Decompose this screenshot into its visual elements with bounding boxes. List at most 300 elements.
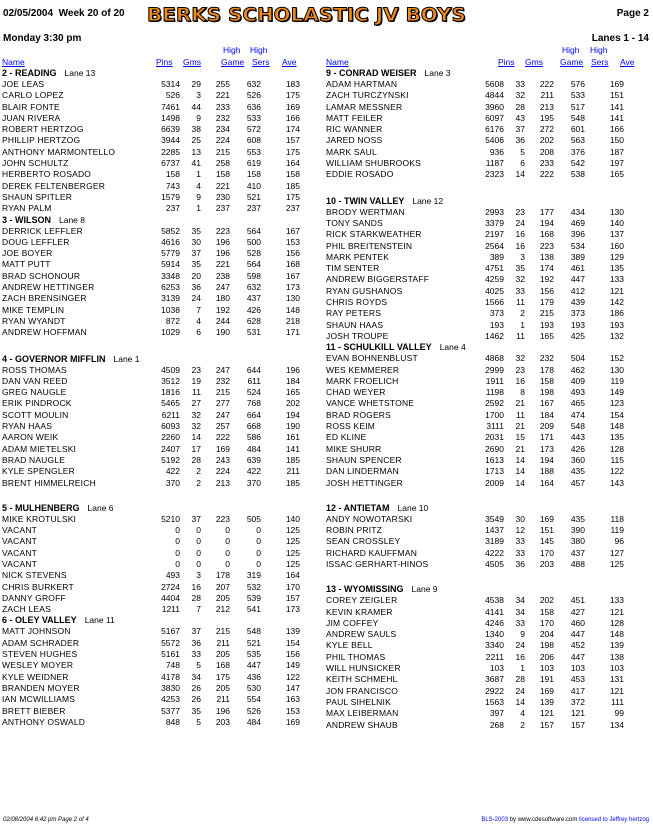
table-row	[2, 365, 322, 376]
pins-value: 373	[489, 308, 504, 319]
table-row	[2, 248, 322, 259]
high-game-value: 212	[215, 604, 230, 615]
pins-value: 2592	[485, 398, 504, 409]
games-value: 23	[191, 364, 201, 375]
games-value: 14	[191, 432, 201, 443]
high-series-value: 534	[570, 240, 585, 251]
team-title: 5 - MULHENBERG	[2, 502, 80, 513]
average-value: 143	[609, 477, 624, 488]
games-value: 33	[515, 536, 525, 547]
high-game-value: 207	[215, 581, 230, 592]
average-value: 196	[285, 364, 300, 375]
average-value: 169	[609, 79, 624, 89]
high-series-value: 535	[246, 649, 261, 660]
games-value: 34	[515, 595, 525, 606]
pins-value: 5210	[161, 513, 180, 524]
table-row	[2, 638, 322, 649]
team-block	[326, 342, 646, 489]
high-game-value: 243	[215, 454, 230, 465]
table-row	[2, 293, 322, 304]
average-value: 149	[609, 387, 624, 398]
average-value: 167	[285, 225, 300, 236]
team-title: 11 - SCHULKILL VALLEY	[326, 342, 432, 353]
games-value: 14	[515, 454, 525, 465]
bowler-name: ROBERT HERTZOG	[2, 124, 84, 135]
bowler-name: PHILLIP HERTZOG	[2, 135, 81, 146]
average-value: 218	[285, 315, 300, 326]
pins-value: 4404	[161, 592, 180, 603]
table-row	[326, 387, 646, 398]
average-value: 157	[285, 592, 300, 603]
average-value: 165	[609, 169, 624, 180]
average-value: 125	[285, 558, 300, 569]
high-game-value: 0	[225, 536, 230, 547]
games-value: 11	[516, 330, 525, 341]
bowler-name: RIC WANNER	[326, 124, 383, 135]
average-value: 169	[285, 716, 300, 727]
high-game-value: 205	[215, 682, 230, 693]
table-row	[326, 478, 646, 489]
pins-value: 1579	[161, 191, 180, 202]
table-row	[326, 286, 646, 297]
bowler-name: JARED NOSS	[326, 135, 383, 146]
table-row	[2, 79, 322, 90]
average-value: 128	[609, 443, 624, 454]
table-row	[326, 514, 646, 525]
average-value: 140	[285, 513, 300, 524]
high-series-value: 564	[246, 225, 261, 236]
games-value: 7	[196, 604, 201, 615]
left-team-list	[2, 68, 322, 728]
bowler-name: VACANT	[2, 558, 38, 569]
bowler-name: JOE LEAS	[2, 79, 45, 89]
table-row	[2, 706, 322, 717]
average-value: 119	[610, 525, 624, 536]
high-game-value: 173	[539, 443, 554, 454]
team-block	[326, 584, 646, 731]
team-block	[2, 354, 322, 489]
high-series-value: 447	[246, 660, 261, 671]
pins-value: 1211	[161, 604, 180, 615]
bowler-name: CHRIS ROYDS	[326, 297, 388, 308]
high-series-value: 319	[246, 570, 261, 581]
pins-value: 936	[489, 146, 504, 157]
pins-value: 237	[165, 203, 180, 214]
games-value: 33	[515, 285, 525, 296]
high-series-value: 426	[246, 304, 261, 315]
high-series-value: 639	[246, 454, 261, 465]
table-row	[2, 570, 322, 581]
average-value: 119	[610, 375, 624, 386]
average-value: 165	[285, 387, 300, 398]
average-value: 156	[285, 649, 300, 660]
pins-value: 4844	[485, 90, 504, 101]
average-value: 121	[609, 285, 624, 296]
pins-value: 2999	[485, 364, 504, 375]
high-series-value: 425	[570, 330, 585, 341]
bowler-name: HERBERTO ROSADO	[2, 169, 92, 180]
bowler-name: MATT JOHNSON	[2, 626, 71, 637]
bowler-name: KYLE BELL	[326, 640, 373, 651]
bowler-name: RAY PETERS	[326, 308, 382, 319]
team-header	[2, 503, 322, 514]
table-row	[326, 432, 646, 443]
bowler-name: WESLEY MOYER	[2, 660, 74, 671]
high-series-value: 422	[246, 466, 261, 477]
pins-value: 1700	[485, 409, 504, 420]
high-series-value: 410	[246, 180, 261, 191]
games-value: 2	[520, 308, 525, 319]
games-value: 27	[191, 398, 201, 409]
high-series-value: 453	[570, 674, 585, 685]
footer-license	[481, 817, 649, 823]
high-game-value: 215	[215, 146, 230, 157]
table-row	[2, 203, 322, 214]
team-header	[2, 615, 322, 626]
bowler-name: MIKE SHURR	[326, 443, 382, 454]
average-value: 211	[286, 466, 300, 477]
pins-value: 268	[489, 719, 504, 730]
high-series-value: 0	[256, 536, 261, 547]
pins-value: 103	[489, 663, 504, 674]
high-series-value: 412	[570, 285, 585, 296]
high-series-value: 632	[246, 79, 261, 89]
games-value: 11	[516, 297, 525, 308]
right-team-list	[326, 68, 646, 731]
high-game-value: 202	[539, 135, 554, 146]
high-game-value: 203	[215, 716, 230, 727]
pins-value: 5314	[161, 79, 180, 89]
games-value: 8	[520, 387, 525, 398]
bowler-name: VACANT	[2, 547, 38, 558]
high-game-value: 103	[539, 663, 554, 674]
high-series-value: 586	[246, 432, 261, 443]
bowler-name: MARK FROELICH	[326, 375, 399, 386]
table-row	[326, 466, 646, 477]
team-title: 10 - TWIN VALLEY	[326, 195, 405, 206]
header-sers: Sers	[252, 57, 270, 67]
games-value: 9	[196, 112, 201, 123]
report-title: BERKS SCHOLASTIC JV BOYS	[147, 4, 466, 26]
games-value: 37	[191, 513, 201, 524]
high-game-value: 121	[539, 708, 554, 719]
average-value: 166	[285, 112, 300, 123]
bowler-name: KYLE WEIDNER	[2, 671, 69, 682]
high-game-value: 277	[215, 398, 230, 409]
bowler-name: SEAN CROSSLEY	[326, 536, 401, 547]
high-game-value: 211	[540, 90, 554, 101]
high-game-value: 175	[215, 671, 230, 682]
bowler-name: EVAN BOHNENBLUST	[326, 353, 418, 364]
average-value: 140	[609, 217, 624, 228]
high-game-value: 215	[215, 387, 230, 398]
high-series-value: 619	[246, 158, 261, 169]
high-series-value: 439	[570, 297, 585, 308]
high-game-value: 138	[539, 251, 554, 262]
high-series-value: 389	[570, 251, 585, 262]
high-series-value: 548	[570, 421, 585, 432]
bowler-name: WILLIAM SHUBROOKS	[326, 158, 422, 169]
high-game-value: 209	[539, 421, 554, 432]
pins-value: 6253	[161, 282, 180, 293]
pins-value: 748	[165, 660, 180, 671]
bowler-name: NICK STEVENS	[2, 570, 67, 581]
table-row	[326, 331, 646, 342]
high-series-value: 372	[570, 696, 585, 707]
pins-value: 5608	[485, 79, 504, 89]
high-game-value: 205	[215, 649, 230, 660]
games-value: 16	[515, 651, 525, 662]
pins-value: 1340	[485, 629, 504, 640]
table-row	[2, 237, 322, 248]
high-game-value: 193	[539, 319, 554, 330]
header-game: Game	[560, 57, 584, 67]
bowler-name: JUAN RIVERA	[2, 112, 61, 123]
pins-value: 422	[165, 466, 180, 477]
header-pins: Pins	[498, 57, 515, 67]
average-value: 158	[285, 169, 300, 180]
games-value: 3	[196, 90, 201, 101]
high-series-value: 521	[246, 191, 261, 202]
average-value: 151	[609, 90, 624, 101]
games-value: 1	[520, 319, 525, 330]
table-row	[2, 147, 322, 158]
bowler-name: SHAUN SPENCER	[326, 454, 402, 465]
week-text: Week 20 of 20	[58, 8, 125, 19]
footer-software: BLS-2003	[481, 817, 509, 823]
average-value: 142	[609, 297, 624, 308]
average-value: 152	[609, 353, 624, 364]
table-row	[326, 207, 646, 218]
high-series-value: 533	[570, 90, 585, 101]
pins-value: 5377	[161, 705, 180, 716]
high-series-value: 451	[570, 595, 585, 606]
high-series-value: 542	[570, 158, 585, 169]
average-value: 96	[614, 536, 624, 547]
high-series-value: 434	[570, 206, 585, 217]
pins-value: 3687	[485, 674, 504, 685]
bowler-name: ANDREW SAULS	[326, 629, 397, 640]
games-value: 17	[191, 443, 201, 454]
table-row	[326, 663, 646, 674]
bowler-name: ANDREW SHAUB	[326, 719, 398, 730]
high-series-value: 553	[246, 146, 261, 157]
high-series-value: 103	[570, 663, 585, 674]
high-series-value: 526	[246, 705, 261, 716]
games-value: 30	[515, 513, 525, 524]
pins-value: 848	[165, 716, 180, 727]
table-row	[2, 181, 322, 192]
high-series-value: 437	[570, 547, 585, 558]
pins-value: 1437	[485, 525, 504, 536]
games-value: 24	[191, 293, 201, 304]
average-value: 133	[609, 274, 624, 285]
pins-value: 5167	[161, 626, 180, 637]
high-series-value: 598	[246, 270, 261, 281]
pins-value: 5406	[485, 135, 504, 146]
high-game-value: 208	[539, 146, 554, 157]
pins-value: 6093	[161, 421, 180, 432]
table-row	[326, 79, 646, 90]
games-value: 14	[515, 169, 525, 180]
team-header	[2, 68, 322, 79]
team-lane: Lane 6	[87, 502, 114, 513]
high-game-value: 203	[539, 558, 554, 569]
high-game-value: 221	[215, 90, 230, 101]
high-series-value: 628	[246, 315, 261, 326]
games-value: 35	[191, 705, 201, 716]
bowler-name: DAN VAN REED	[2, 375, 68, 386]
bowler-name: MATT FEILER	[326, 112, 383, 123]
high-series-value: 396	[570, 229, 585, 240]
pins-value: 526	[165, 90, 180, 101]
bowler-name: RYAN HAAS	[2, 421, 53, 432]
average-value: 118	[610, 513, 624, 524]
pins-value: 3512	[161, 375, 180, 386]
high-game-value: 230	[215, 191, 230, 202]
footer-timestamp: 02/08/2004 6:42 pm Page 2 of 4	[3, 817, 89, 823]
games-value: 33	[515, 79, 525, 89]
high-series-value: 443	[570, 432, 585, 443]
games-value: 32	[191, 409, 201, 420]
high-game-value: 234	[215, 124, 230, 135]
average-value: 183	[285, 79, 300, 89]
games-value: 0	[196, 525, 201, 536]
header-gms: Gms	[525, 57, 543, 67]
pins-value: 7461	[161, 101, 180, 112]
high-series-value: 526	[246, 90, 261, 101]
games-value: 15	[515, 432, 525, 443]
high-series-value: 563	[570, 135, 585, 146]
games-value: 35	[191, 259, 201, 270]
high-game-value: 247	[215, 364, 230, 375]
high-game-value: 222	[539, 79, 554, 89]
bowler-name: PHIL THOMAS	[326, 651, 386, 662]
pins-value: 4253	[161, 694, 180, 705]
pins-value: 397	[489, 708, 504, 719]
bowler-name: SCOTT MOULIN	[2, 409, 69, 420]
games-value: 32	[515, 274, 525, 285]
bowler-name: DERRICK LEFFLER	[2, 225, 83, 236]
high-series-value: 608	[246, 135, 261, 146]
pins-value: 0	[175, 536, 180, 547]
pins-value: 4509	[161, 364, 180, 375]
pins-value: 5914	[161, 259, 180, 270]
table-row	[2, 455, 322, 466]
average-value: 160	[609, 240, 624, 251]
high-game-value: 195	[539, 112, 554, 123]
left-column	[2, 44, 322, 728]
games-value: 35	[515, 263, 525, 274]
pins-value: 3379	[485, 217, 504, 228]
games-value: 6	[520, 158, 525, 169]
table-row	[326, 697, 646, 708]
high-series-value: 376	[570, 146, 585, 157]
table-row	[2, 282, 322, 293]
average-value: 168	[285, 259, 300, 270]
table-row	[2, 432, 322, 443]
bowler-name: ZACH LEAS	[2, 604, 52, 615]
high-game-value: 191	[539, 674, 554, 685]
high-game-value: 0	[225, 525, 230, 536]
high-series-value: 360	[570, 454, 585, 465]
games-value: 34	[191, 671, 201, 682]
average-value: 141	[285, 443, 300, 454]
table-row	[2, 604, 322, 615]
high-game-value: 139	[539, 696, 554, 707]
games-value: 36	[515, 135, 525, 146]
high-series-value: 632	[246, 282, 261, 293]
header-gms: Gms	[183, 57, 201, 67]
bowler-name: ROBIN PRITZ	[326, 525, 383, 536]
games-value: 23	[515, 364, 525, 375]
bowler-name: CHRIS BURKERT	[2, 581, 74, 592]
bowler-name: ISSAC GERHART-HINOS	[326, 558, 429, 569]
average-value: 130	[285, 293, 300, 304]
high-series-value: 370	[246, 477, 261, 488]
high-game-value: 167	[539, 398, 554, 409]
high-series-value: 457	[570, 477, 585, 488]
high-series-value: 539	[246, 592, 261, 603]
high-game-value: 213	[215, 477, 230, 488]
high-series-value: 531	[246, 327, 261, 338]
high-game-value: 232	[215, 375, 230, 386]
table-row	[2, 626, 322, 637]
average-value: 164	[285, 158, 300, 169]
average-value: 139	[285, 626, 300, 637]
games-value: 6	[196, 327, 201, 338]
high-series-value: 488	[570, 558, 585, 569]
average-value: 161	[285, 432, 300, 443]
table-row	[2, 327, 322, 338]
games-value: 24	[515, 640, 525, 651]
table-row	[326, 652, 646, 663]
high-series-value: 435	[570, 513, 585, 524]
games-value: 28	[191, 592, 201, 603]
games-value: 33	[515, 617, 525, 628]
bowler-name: BRAD ROGERS	[326, 409, 392, 420]
pins-value: 3189	[485, 536, 504, 547]
bowler-name: MAX LEIBERMAN	[326, 708, 399, 719]
high-series-value: 461	[570, 263, 585, 274]
bowler-name: VANCE WHETSTONE	[326, 398, 415, 409]
table-row	[2, 271, 322, 282]
games-value: 16	[515, 375, 525, 386]
bowler-name: KYLE SPENGLER	[2, 466, 75, 477]
table-row	[326, 708, 646, 719]
table-row	[326, 365, 646, 376]
average-value: 147	[285, 682, 300, 693]
pins-value: 3960	[485, 101, 504, 112]
games-value: 5	[196, 660, 201, 671]
team-title: 3 - WILSON	[2, 214, 51, 225]
table-row	[326, 113, 646, 124]
table-row	[2, 259, 322, 270]
average-value: 153	[285, 705, 300, 716]
pins-value: 0	[175, 558, 180, 569]
table-row	[326, 297, 646, 308]
bowler-name: ANDREW HOFFMAN	[2, 327, 87, 338]
high-game-value: 169	[215, 443, 230, 454]
high-game-value: 178	[215, 570, 230, 581]
pins-value: 4178	[161, 671, 180, 682]
games-value: 36	[191, 282, 201, 293]
table-row	[2, 135, 322, 146]
bowler-name: COREY ZEIGLER	[326, 595, 398, 606]
high-series-value: 493	[570, 387, 585, 398]
table-row	[2, 410, 322, 421]
high-game-value: 233	[215, 101, 230, 112]
